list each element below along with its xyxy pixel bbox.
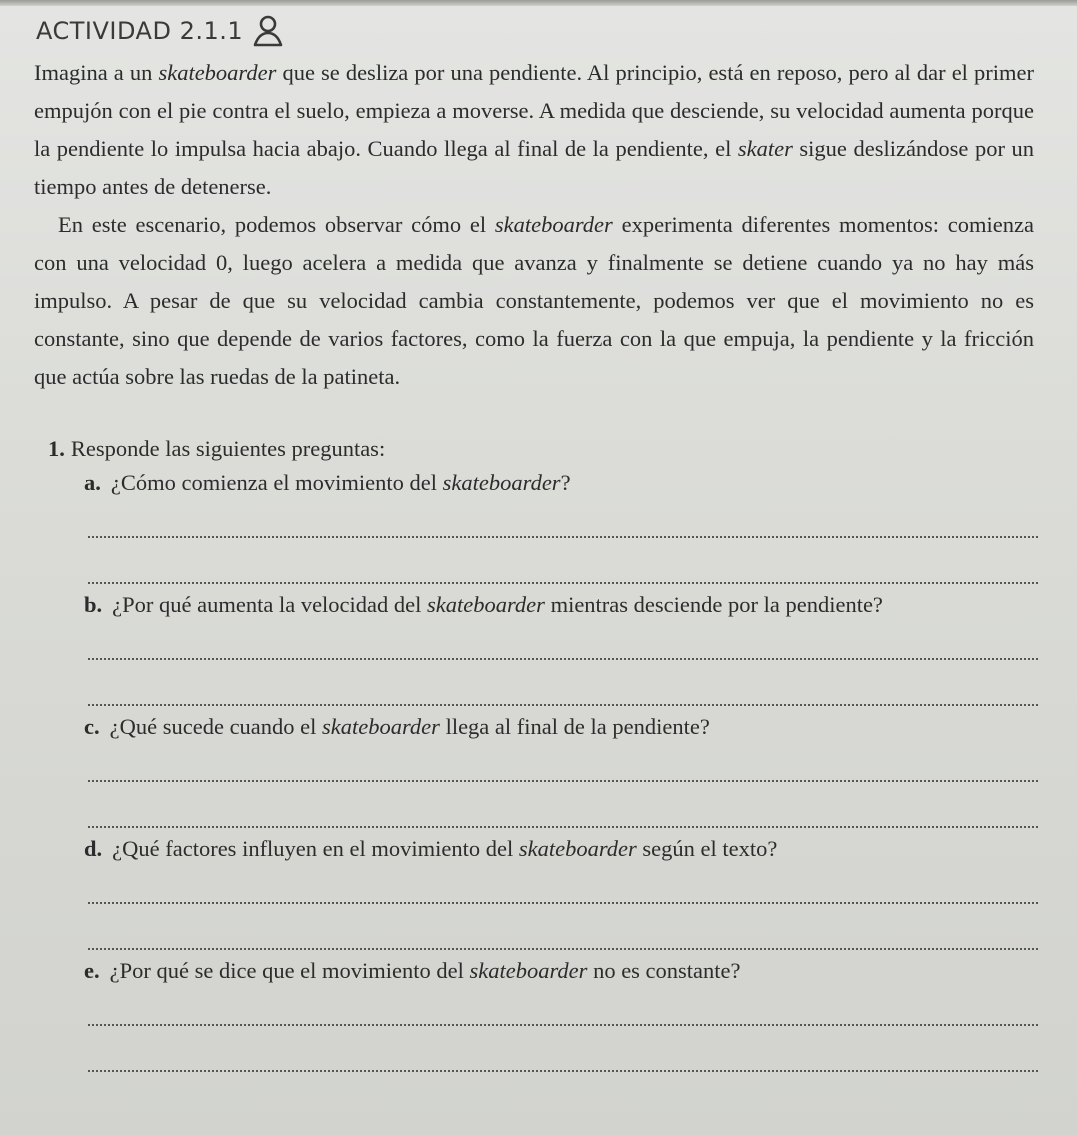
answer-line[interactable] [88, 666, 1038, 712]
question-d [84, 834, 1034, 956]
answer-line[interactable] [88, 742, 1038, 788]
answer-line[interactable] [88, 910, 1038, 956]
question-term: skateboarder [322, 714, 440, 739]
question-letter: e. [84, 958, 100, 983]
question-text [84, 956, 1034, 986]
answer-line[interactable] [88, 544, 1038, 590]
worksheet-content [34, 54, 1034, 1078]
paragraph2-term: skateboarder [494, 212, 613, 237]
question-term: skateboarder [442, 470, 561, 495]
paragraph2-text-2: experimenta diferentes momentos: comienza con una velocidad 0, luego acelera a medida que avanza y finalmente se detiene cuando ya no hay más impulso. A pesar de que su velocidad cambia constantemente, podemos ver que el movimiento no es constante, sino que depende de varios factores, como la fuerza con la que empuja, la pendiente y la fricción que actúa sobre las ruedas de la patineta. [34, 212, 1035, 389]
activity-title: ACTIVIDAD 2.1.1 [36, 17, 244, 45]
question-post: ? [560, 470, 571, 495]
question-post: no es constante? [587, 958, 741, 983]
question-post: según el texto? [636, 836, 778, 861]
questions-heading [48, 434, 1034, 464]
paragraph1-term-2: skater [737, 136, 793, 161]
question-term: skateboarder [469, 958, 588, 983]
answer-line[interactable] [88, 788, 1038, 834]
paragraph1-text-2: que se desliza por una pendiente. Al principio, está en reposo, pero al dar el primer empujón con el pie contra el suelo, empieza a moverse. A medida que desciende, su velocidad aumenta porque la pendiente lo impulsa hacia abajo. Cuando llega al final de la pendiente, el [34, 60, 1034, 161]
question-letter: c. [84, 714, 100, 739]
question-letter: b. [84, 592, 103, 617]
question-pre: ¿Por qué aumenta la velocidad del [112, 592, 428, 617]
question-post: llega al final de la pendiente? [439, 714, 710, 739]
question-c [84, 712, 1034, 834]
scenario-paragraph [34, 206, 1034, 396]
question-a [84, 468, 1034, 590]
answer-line[interactable] [88, 1032, 1038, 1078]
question-term: skateboarder [427, 592, 545, 617]
paragraph1-term-1: skateboarder [158, 60, 277, 85]
paragraph2-text-1: En este escenario, podemos observar cómo el [58, 212, 495, 237]
question-b [84, 590, 1034, 712]
answer-line[interactable] [88, 620, 1038, 666]
question-pre: ¿Qué factores influyen en el movimiento del [112, 836, 519, 861]
question-post: mientras desciende por la pendiente? [544, 592, 883, 617]
section-heading-text: Responde las siguientes preguntas: [70, 436, 386, 461]
questions-section [34, 434, 1034, 1078]
paragraph1-text-1: Imagina a un [34, 60, 159, 85]
question-e [84, 956, 1034, 1078]
answer-line[interactable] [88, 986, 1038, 1032]
question-text [84, 468, 1034, 498]
question-letter: d. [84, 836, 103, 861]
answer-line[interactable] [88, 498, 1038, 544]
question-text [84, 712, 1034, 742]
intro-paragraph [34, 54, 1034, 206]
question-pre: ¿Qué sucede cuando el [109, 714, 323, 739]
person-icon [251, 14, 285, 48]
question-pre: ¿Por qué se dice que el movimiento del [109, 958, 470, 983]
page-top-edge [0, 0, 1077, 6]
question-text [84, 834, 1034, 864]
question-term: skateboarder [518, 836, 637, 861]
answer-line[interactable] [88, 864, 1038, 910]
question-pre: ¿Cómo comienza el movimiento del [110, 470, 443, 495]
paragraph1-text-3: sigue deslizándose por un tiempo antes de detenerse. [34, 136, 1034, 199]
section-number: 1. [48, 436, 65, 461]
question-text [84, 590, 1034, 620]
question-letter: a. [84, 470, 101, 495]
activity-header [36, 14, 285, 48]
